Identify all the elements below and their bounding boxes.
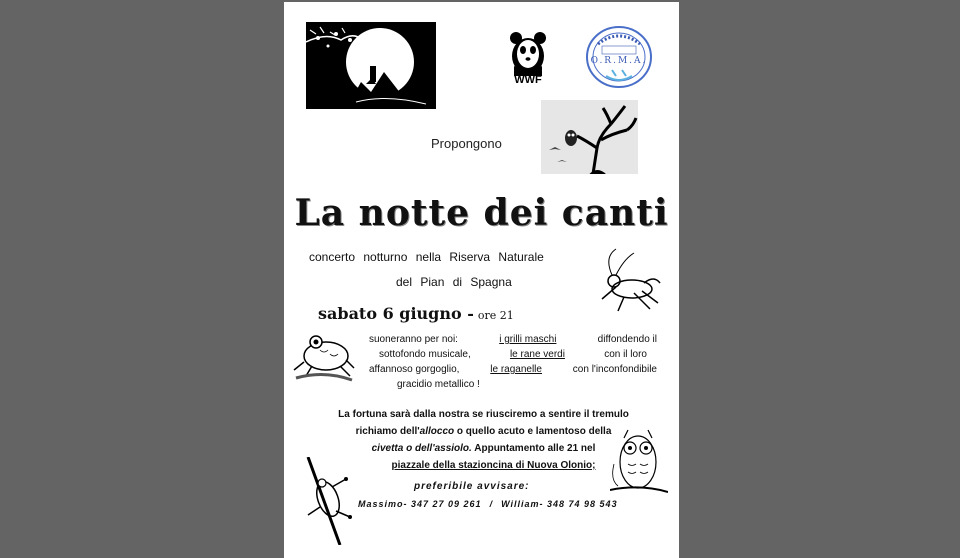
contact-massimo: Massimo- 347 27 09 261 [358, 499, 482, 509]
assiolo: assiolo. [434, 443, 472, 454]
para1-line-1 [369, 332, 657, 347]
para1-l4: gracidio metallico ! [397, 379, 480, 390]
para2-l3b: o dell' [406, 443, 435, 454]
event-title: La notte dei canti [294, 192, 669, 234]
para1-l3c: con l'inconfondibile [572, 364, 657, 375]
para1-l2c: con il loro [604, 349, 647, 360]
moon-landscape-picture [306, 22, 436, 109]
para2-line-2 [306, 423, 661, 440]
rane-verdi: le rane verdi [509, 349, 565, 360]
raganelle: le raganelle [490, 364, 542, 375]
paragraph-owls [306, 406, 661, 474]
meeting-place: piazzale della stazioncina di Nuova Olonio; [391, 460, 596, 471]
subtitle-line-2: del Pian di Spagna [396, 275, 512, 289]
propongono-text: Propongono [431, 136, 502, 151]
civetta: civetta [371, 443, 404, 454]
para1-line-2 [369, 347, 657, 362]
contact-line [358, 499, 638, 509]
date-text: sabato 6 giugno - [318, 304, 474, 323]
para1-l3a: affannoso gorgoglio, [369, 364, 460, 375]
subtitle-line-1: concerto notturno nella Riserva Naturale [309, 250, 544, 264]
orma-label: O.R.M.A. [590, 56, 648, 66]
para2-line-3 [306, 440, 661, 457]
grilli-maschi: i grilli maschi [499, 334, 557, 345]
para2-l3d: Appuntamento alle 21 nel [474, 443, 596, 454]
para2-line-4 [306, 457, 661, 474]
avvisare-label: preferibile avvisare: [414, 481, 530, 492]
tree-frog-drawing [300, 457, 356, 545]
frog-drawing [292, 326, 356, 384]
contact-william: William- 348 74 98 543 [501, 499, 618, 509]
allocco: allocco [419, 426, 455, 437]
para2-l2a: richiamo dell' [355, 426, 420, 437]
para1-l1c: diffondendo il [597, 334, 657, 345]
flyer-page [284, 2, 679, 558]
cricket-drawing [594, 247, 664, 315]
owl-drawing [610, 424, 668, 496]
owl-tree-picture [541, 100, 638, 174]
contact-separator: / [489, 499, 494, 509]
para2-line-1: La fortuna sarà dalla nostra se riusciremo a sentire il tremulo [338, 409, 629, 420]
wwf-label: WWF [514, 74, 542, 86]
para1-l2a: sottofondo musicale, [379, 349, 471, 360]
para1-line-4 [369, 377, 657, 392]
paragraph-sounds [369, 332, 657, 392]
event-date [318, 304, 514, 323]
para1-l1a: suoneranno per noi: [369, 334, 458, 345]
wwf-logo [506, 30, 550, 90]
time-text: ore 21 [477, 309, 514, 322]
orma-association-logo [584, 24, 654, 90]
para1-line-3 [369, 362, 657, 377]
para2-l2c: o quello acuto e lamentoso della [456, 426, 612, 437]
